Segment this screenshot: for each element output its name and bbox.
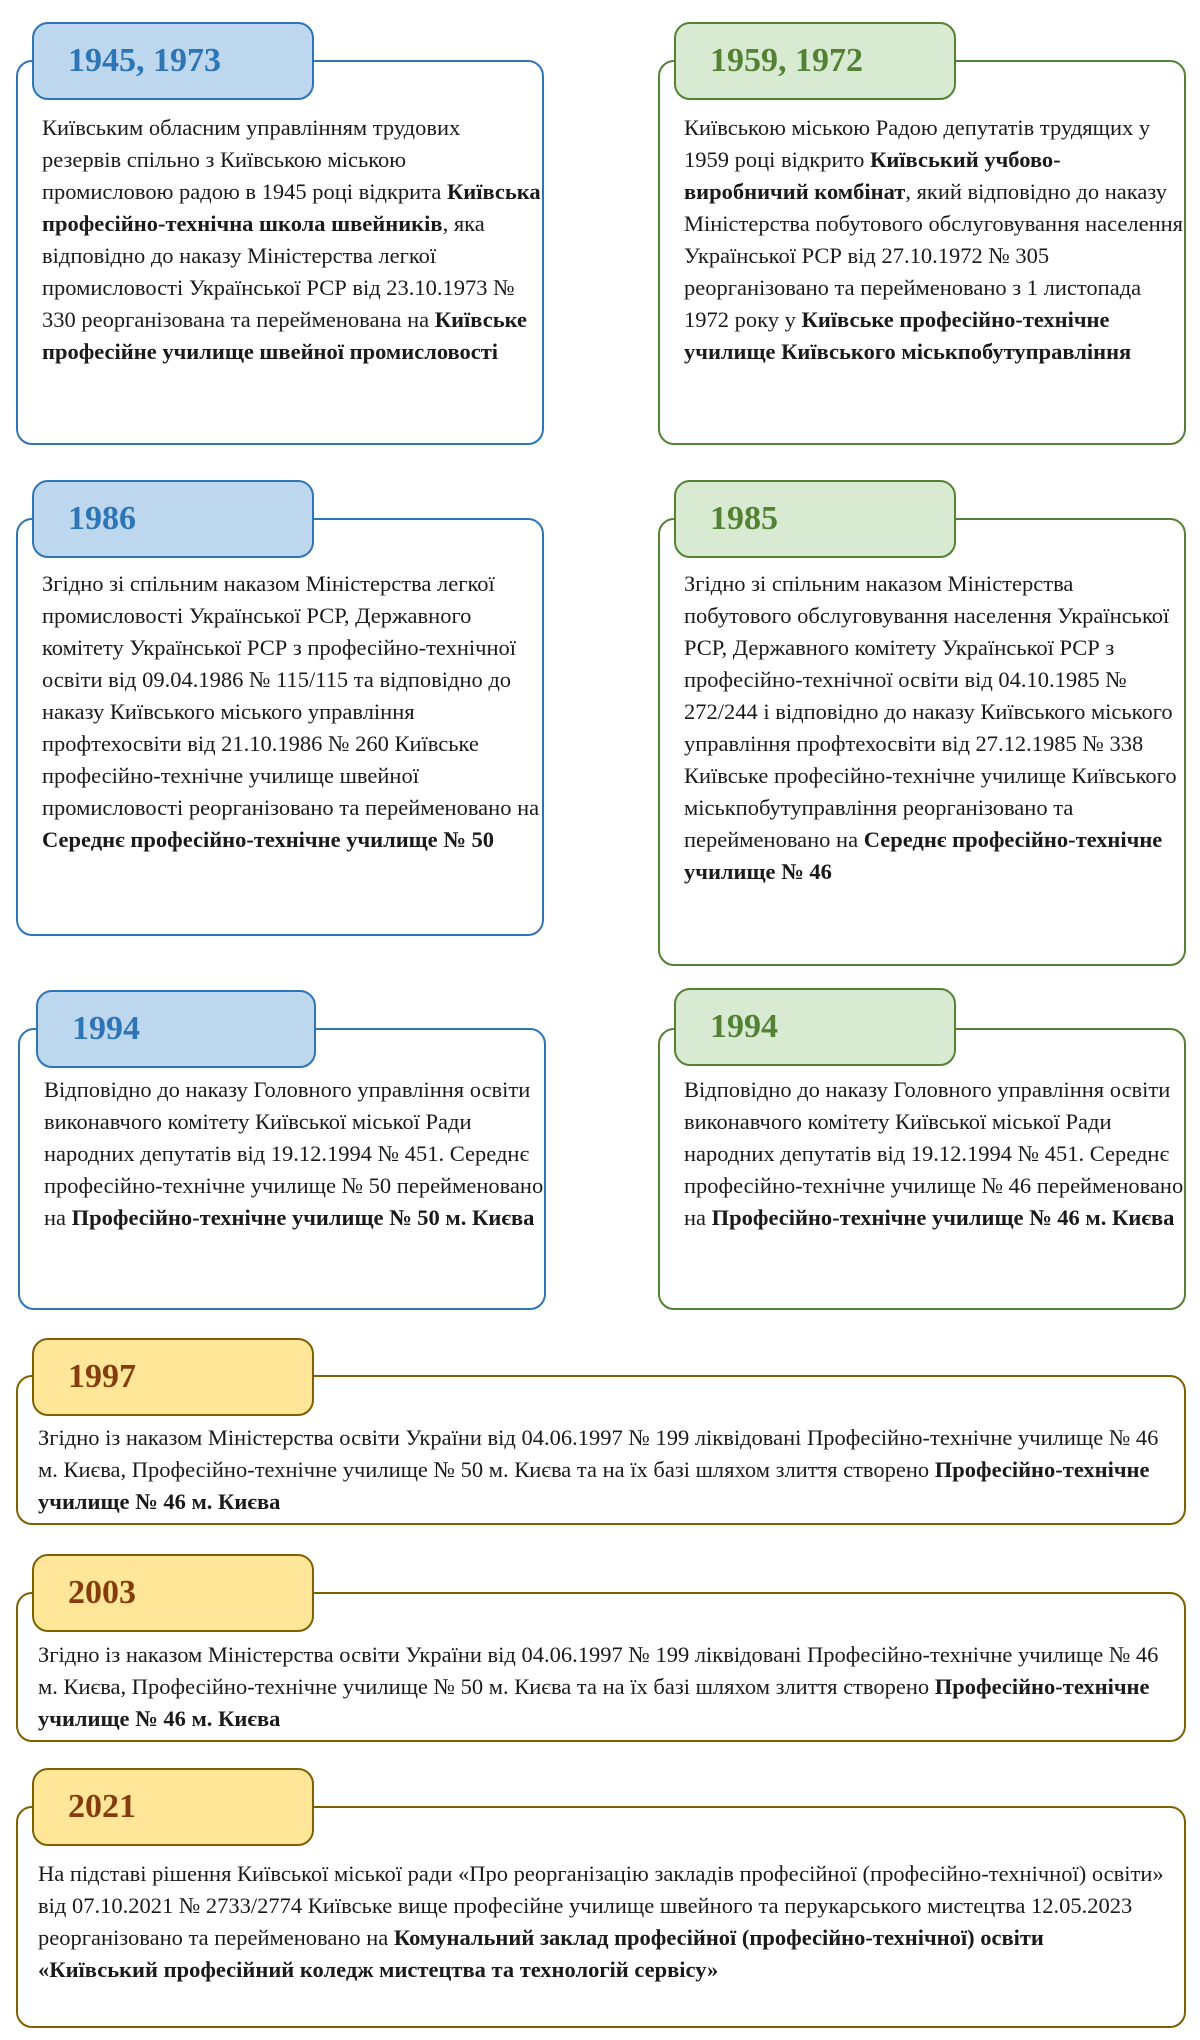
year-tab-1994-a: 1994 [36, 990, 316, 1068]
emphasis-text: Професійно-технічне училище № 46 м. Києва [38, 1457, 1150, 1514]
card-text [42, 112, 542, 368]
year-tab-1997: 1997 [32, 1338, 314, 1416]
emphasis-text: Професійно-технічне училище № 46 м. Києва [711, 1205, 1175, 1230]
body-text: Згідно зі спільним наказом Міністерства побутового обслуговування населення Української РСР, Державного комітету Української РСР з професійно-технічної освіти від 04.10.1985 № 272/244 і відповідно до наказу Київського міського управління профтехосвіти від 27.12.1985 № 338 Київське професійно-технічне училище Київського міськпобутуправління реорганізовано та перейменовано на [684, 571, 1177, 852]
body-text: На підставі рішення Київської міської ради «Про реорганізацію закладів професійної (професійно-технічної) освіти» від 07.10.2021 № 2733/2774 Київське вище професійне училище швейного та перукарського мистецтва 12.05.2023 реорганізовано та перейменовано на [38, 1861, 1164, 1950]
emphasis-text: Професійно-технічне училище № 50 м. Києва [71, 1205, 535, 1230]
emphasis-text: Київська професійно-технічна школа швейників [42, 179, 541, 236]
card-text [44, 1074, 544, 1234]
year-tab-2021: 2021 [32, 1768, 314, 1846]
body-text: Відповідно до наказу Головного управління освіти виконавчого комітету Київської міської Ради народних депутатів від 19.12.1994 № 451. Середнє професійно-технічне училище № 50 перейменовано на [44, 1077, 544, 1230]
year-tab-2003: 2003 [32, 1554, 314, 1632]
timeline-card-1959-1972 [658, 60, 1186, 445]
timeline-card-1945-1973 [16, 60, 544, 445]
card-text [38, 1858, 1168, 1986]
body-text: Київською міською Радою депутатів трудящих у 1959 році відкрито [684, 115, 1151, 172]
year-tab-1959-1972: 1959, 1972 [674, 22, 956, 100]
card-text [684, 568, 1184, 888]
emphasis-text: Професійно-технічне училище № 46 м. Києва [38, 1674, 1150, 1731]
body-text: Згідно із наказом Міністерства освіти України від 04.06.1997 № 199 ліквідовані Професійно-технічне училище № 46 м. Києва, Професійно-технічне училище № 50 м. Києва та на їх базі шляхом злиття створено [38, 1642, 1159, 1699]
body-text: Київським обласним управлінням трудових резервів спільно з Київською міською промисловою радою в 1945 році відкрита [42, 115, 461, 204]
card-text [38, 1639, 1168, 1735]
year-tab-1986: 1986 [32, 480, 314, 558]
body-text: Згідно із наказом Міністерства освіти України від 04.06.1997 № 199 ліквідовані Професійно-технічне училище № 46 м. Києва, Професійно-технічне училище № 50 м. Києва та на їх базі шляхом злиття створено [38, 1425, 1159, 1482]
year-tab-1985: 1985 [674, 480, 956, 558]
card-text [38, 1422, 1168, 1518]
emphasis-text: Київське професійне училище швейної промисловості [42, 307, 527, 364]
timeline-card-1994-a [18, 1028, 546, 1310]
card-text [684, 1074, 1184, 1234]
emphasis-text: Київський учбово-виробничий комбінат [684, 147, 1061, 204]
emphasis-text: Середнє професійно-технічне училище № 50 [42, 827, 495, 852]
body-text: Відповідно до наказу Головного управління освіти виконавчого комітету Київської міської Ради народних депутатів від 19.12.1994 № 451. Середнє професійно-технічне училище № 46 перейменовано на [684, 1077, 1184, 1230]
body-text: , який відповідно до наказу Міністерства побутового обслуговування населення Української РСР від 27.10.1972 № 305 реорганізовано та перейменовано з 1 листопада 1972 року у [684, 179, 1184, 332]
body-text: Згідно зі спільним наказом Міністерства легкої промисловості Української РСР, Державного комітету Української РСР з професійно-технічної освіти від 09.04.1986 № 115/115 та відповідно до наказу Київського міського управління профтехосвіти від 21.10.1986 № 260 Київське професійно-технічне училище швейної промисловості реорганізовано та перейменовано на [42, 571, 540, 820]
emphasis-text: Середнє професійно-технічне училище № 46 [684, 827, 1163, 884]
emphasis-text: Київське професійно-технічне училище Київського міськпобутуправління [684, 307, 1132, 364]
timeline-card-1994-b [658, 1028, 1186, 1310]
card-text [684, 112, 1184, 368]
year-tab-1994-b: 1994 [674, 988, 956, 1066]
timeline-card-1986 [16, 518, 544, 936]
year-tab-1945-1973: 1945, 1973 [32, 22, 314, 100]
body-text: , яка відповідно до наказу Міністерства легкої промисловості Української РСР від 23.10.1973 № 330 реорганізована та перейменована на [42, 211, 515, 332]
card-text [42, 568, 542, 856]
emphasis-text: Комунальний заклад професійної (професійно-технічної) освіти «Київський професійний коледж мистецтва та технологій сервісу» [38, 1925, 1044, 1982]
timeline-card-1985 [658, 518, 1186, 966]
